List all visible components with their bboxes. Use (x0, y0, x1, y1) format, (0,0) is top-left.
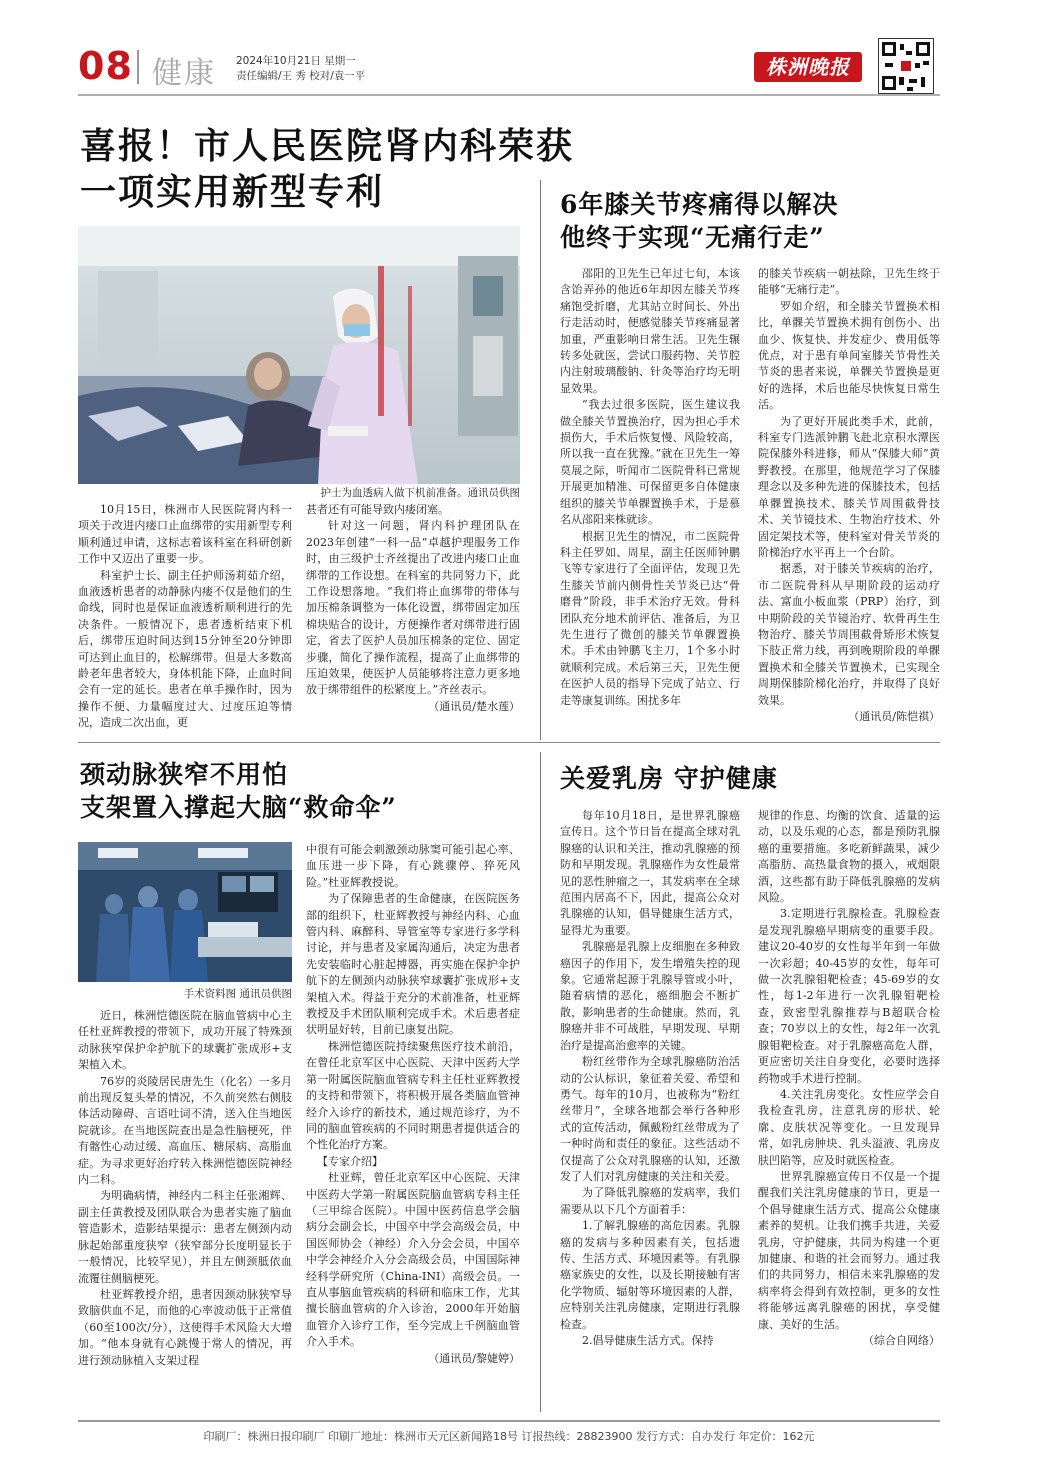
article3-byline: （通讯员/黎婕婷） (428, 1351, 520, 1365)
article1-photo-caption: 护士为血透病人做下机前准备。通讯员供图 (320, 487, 520, 499)
issue-date: 2024年10月21日 星期一 (236, 55, 356, 67)
article1-photo (78, 226, 520, 484)
article2-title (560, 188, 940, 254)
article4-col1 (560, 808, 740, 1349)
article1-col1 (78, 502, 292, 732)
newspaper-logo: 株洲晚报 (754, 52, 862, 82)
paragraph: 杜亚辉，曾任北京军区中心医院、天津中医药大学第一附属医院脑血管病专科主任（三甲综合医院）。中国中医药信息学会脑病分会副会长，中国卒中学会高级会员，中国医师协会（神经）介入分会会员，中国卒中学会神经介入分会高级会员，中国国际神经科学研究所（China-INI）高级会员。一直从事脑血管疾病的科研和临床工作，尤其擅长脑血管病的介入诊治，2000年开始脑血管介入诊疗工作，至今完成上千例脑血管介入手术。 (306, 1171, 520, 1349)
paragraph: “我去过很多医院，医生建议我做全膝关节置换治疗，因为担心手术损伤大，手术后恢复慢、风险较高，所以我一直在犹豫。”就在卫先生一筹莫展之际，听闻市二医院骨科已常规开展更加精准、可保留更多自体健康组织的膝关节单髁置换手术，于是慕名从邵阳来株就诊。 (560, 398, 740, 527)
paragraph: 杜亚辉教授介绍，患者因颈动脉狭窄导致脑供血不足，而他的心率波动低于正常值（60至100次/分），这使得手术风险大大增加。“他本身就有心跳慢于常人的情况，再进行颈动脉植入支架过程 (78, 1287, 292, 1367)
expert-intro-heading: 【专家介绍】 (317, 1154, 383, 1168)
paragraph: 1.了解乳腺癌的高危因素。乳腺癌的发病与多种因素有关，包括遗传、生活方式、环境因素等。有乳腺癌家族史的女性，以及长期接触有害化学物质、辐射等环境因素的人群，应特别关注乳房健康，定期进行乳腺检查。 (560, 1219, 740, 1331)
article3-title (80, 758, 520, 824)
paragraph: 甚者还有可能导致内瘘闭塞。 (306, 503, 449, 516)
article3-col1 (78, 1008, 292, 1369)
page-footer: 印刷厂：株洲日报印刷厂 印刷厂地址：株洲市天元区新闻路18号 订报热线：28823900 发行方式：自办发行 年定价：162元 (78, 1420, 940, 1444)
paragraph: 每年10月18日，是世界乳腺癌宣传日。这个节日旨在提高全球对乳腺癌的认识和关注，推动乳腺癌的预防和早期发现。乳腺癌作为女性最常见的恶性肿瘤之一，其发病率在全球范围内居高不下，因此，提高公众对乳腺癌的认知，倡导健康生活方式，显得尤为重要。 (560, 809, 740, 937)
column-divider (540, 180, 541, 740)
article1-byline: （通讯员/楚水莲） (428, 699, 520, 713)
paragraph: 邵阳的卫先生已年过七旬，本该含饴弄孙的他近6年却因左膝关节疼痛饱受折磨，尤其站立时间长、外出行走活动时，便感觉膝关节疼痛显著加重，严重影响日常生活。卫先生辗转多处就医，尝试口服药物、关节腔内注射玻璃酸钠、针灸等治疗均无明显效果。 (560, 267, 740, 395)
paragraph: 76岁的炎陵居民唐先生（化名）一多月前出现反复头晕的情况，不久前突然右侧肢体活动障碍、言语吐词不清，送入住当地医院就诊。在当地医院查出是急性脑梗死，伴有髂性心动过缓、高血压、糖尿病、高脂血症。为寻求更好治疗转入株洲恺德医院神经内二科。 (78, 1074, 292, 1187)
article1-title-line2: 一项实用新型专利 (80, 172, 385, 213)
article1-col2 (306, 502, 520, 715)
paragraph: 据悉，对于膝关节疾病的治疗，市二医院骨科从早期阶段的运动疗法、富血小板血浆（PRP）治疗，到中期阶段的关节镜治疗、软骨再生生物治疗、膝关节周围截骨矫形术恢复下肢正常力线，再到晚期阶段的单髁置换术和全膝关节置换术，已实现全周期保膝阶梯化治疗，并取得了良好效果。 (758, 562, 940, 707)
article2-col2 (758, 266, 940, 725)
page-number: 08 (78, 44, 133, 88)
paragraph: 乳腺癌是乳腺上皮细胞在多种致癌因子的作用下，发生增殖失控的现象。它通常起源于乳腺导管或小叶，随着病情的恶化，癌细胞会不断扩散，影响患者的生命健康。然而，乳腺癌并非不可战胜，早期发现、早期治疗是提高治愈率的关键。 (560, 940, 740, 1052)
paragraph: 针对这一问题，肾内科护理团队在2023年创建“一科一品”卓越护理服务工作时，由三级护士齐丝提出了改进内瘘口止血绑带的工作设想。在科室的共同努力下，此工作设想落地。“我们将止血绑带的带体与加压棉条调整为一体化设置，绑带固定加压棉块贴合的设计，方便操作者对绑带进行固定，省去了医护人员加压棉条的定位、固定步骤，简化了操作流程，提高了止血绑带的压迫效果，使医护人员能够将注意力更多地放于绑带组件的松紧度上。”齐丝表示。 (306, 519, 520, 697)
article1-title (80, 124, 600, 216)
paragraph: 根据卫先生的情况，市二医院骨科主任罗如、周星，副主任医师钟鹏飞等专家进行了全面评估，发现卫先生膝关节前内侧骨性关节炎已达“骨磨骨”阶段，非手术治疗无效。骨科团队充分地术前评估、准备后，为卫先生进行了微创的膝关节单髁置换术。手术由钟鹏飞主刀，1个多小时就顺利完成。术后第三天，卫先生便在医护人员的指导下完成了站立、行走等康复训练。困扰多年 (560, 529, 740, 707)
article4-title: 关爱乳房 守护健康 (560, 764, 778, 793)
paragraph: 世界乳腺癌宣传日不仅是一个提醒我们关注乳房健康的节日，更是一个倡导健康生活方式、提高公众健康素养的契机。让我们携手共进，关爱乳房，守护健康，共同为构建一个更加健康、和谐的社会而努力。通过我们的共同努力，相信未来乳腺癌的发病率将会得到有效控制，更多的女性将能够远离乳腺癌的困扰，享受健康、美好的生活。 (758, 1169, 940, 1331)
paragraph: 近日，株洲恺德医院在脑血管病中心主任杜亚辉教授的带领下，成功开展了特殊颈动脉狭窄保护伞护航下的球囊扩张成形+支架植入术。 (78, 1009, 292, 1072)
article4-byline: （综合自网络） (863, 1334, 940, 1347)
paragraph: 粉红丝带作为全球乳腺癌防治活动的公认标识，象征着关爱、希望和勇气。每年的10月，也被称为“粉红丝带月”，全球各地都会举行各种形式的宣传活动，佩戴粉红丝带成为了一种时尚和责任的象征。这些活动不仅提高了公众对乳腺癌的认知，还激发了人们对乳房健康的关注和关爱。 (560, 1055, 740, 1183)
header-rule (78, 94, 940, 96)
header-meta (236, 54, 365, 84)
paragraph: 2.倡导健康生活方式。保持 (582, 1334, 714, 1347)
article3-photo-caption: 手术资料图 通讯员供图 (183, 988, 292, 1000)
paragraph: 为了降低乳腺癌的发病率，我们需要从以下几个方面着手： (560, 1186, 740, 1216)
paragraph: 的膝关节疾病一朝祛除，卫先生终于能够“无痛行走”。 (758, 267, 940, 297)
paragraph: 科室护士长、副主任护师汤莉茹介绍，血液透析患者的动静脉内瘘不仅是他们的生命线，同时也是保证血液透析顺利进行的先决条件。一般情况下，患者透析结束下机后，绑带压迫时间达到15分钟至20分钟即可达到止血目的，松解绑带。但是大多数高龄老年患者较大，身体机能下降，止血时间会有一定的延长。患者在单手操作时，因为操作不便、力量幅度过大、过度压迫等情况，造成二次出血，更 (78, 568, 292, 730)
paragraph: 为了保障患者的生命健康，在医院医务部的组织下，杜亚辉教授与神经内科、心血管内科、麻醉科、导管室等专家进行多学科讨论，并与患者及家属沟通后，决定为患者先安装临时心脏起搏器，再实施在保护伞护航下的左侧颈内动脉狭窄球囊扩张成形+支架植入术。得益于充分的术前准备，杜亚辉教授及手术团队顺利完成手术。术后患者症状明显好转，目前已康复出院。 (306, 892, 520, 1037)
section-title: 健康 (152, 56, 216, 91)
article1-title-line1: 喜报！市人民医院肾内科荣获 (80, 126, 575, 167)
article2-title-line2: 他终于实现“无痛行走” (560, 223, 825, 252)
paragraph: 4.关注乳房变化。女性应学会自我检查乳房，注意乳房的形状、轮廓、皮肤状况等变化。一旦发现异常，如乳房肿块、乳头溢液、乳房皮肤凹陷等，应及时就医检查。 (758, 1087, 940, 1167)
qr-code-icon (878, 38, 934, 94)
paragraph: 为明确病情，神经内二科主任张湘辉、副主任黄教授及团队联合为患者实施了脑血管造影术，造影结果提示：患者左侧颈内动脉起始部重度狭窄（狭窄部分长度明显长于一般情况，比较罕见），并且左侧颈胝依血流覆往侧脑梗死。 (78, 1189, 292, 1285)
paragraph: 规律的作息、均衡的饮食、适量的运动，以及乐观的心态，都是预防乳腺癌的重要措施。多吃新鲜蔬果，减少高脂肪、高热量食物的摄入，戒烟限酒，这些都有助于降低乳腺癌的发病风险。 (758, 809, 940, 905)
paragraph: 罗如介绍，和全膝关节置换术相比，单髁关节置换术拥有创伤小、出血少、恢复快、并发症少、费用低等优点，对于患有单间室膝关节骨性关节炎的患者来说，单髁关节置换是更好的选择，术后也能尽快恢复日常生活。 (758, 299, 940, 412)
paragraph: 为了更好开展此类手术，此前，科室专门选派钟鹏飞赴北京积水潭医院保膝外科进修，师从“保膝大师”黄野教授。在那里，他规范学习了保膝理念以及多种先进的保膝技术，包括单髁置换技术、膝关节周围截骨技术、关节镜技术、生物治疗技术、外固定架技术等，使科室对骨关节炎的阶梯治疗水平再上一个台阶。 (758, 414, 940, 559)
article2-byline: （通讯员/陈恺祺） (848, 709, 940, 723)
article3-title-line1: 颈动脉狭窄不用怕 (80, 760, 289, 789)
paragraph: 10月15日，株洲市人民医院肾内科一项关于改进内瘘口止血绑带的实用新型专利顺利通过申请，这标志着该科室在科研创新工作中又迈出了重要一步。 (78, 503, 292, 566)
article2-title-line1: 6年膝关节疼痛得以解决 (560, 190, 839, 219)
section-divider (78, 742, 940, 743)
article4-col2 (758, 808, 940, 1349)
paragraph: 中很有可能会刺激颈动脉窦可能引起心率、血压进一步下降，有心跳骤停、猝死风险。”杜亚辉教授说。 (306, 843, 520, 889)
article3-title-line2: 支架置入撑起大脑“救命伞” (80, 793, 397, 822)
paragraph: 株洲恺德医院持续聚焦医疗技术前沿，在曾任北京军区中心医院、天津中医药大学第一附属医院脑血管病专科主任杜亚辉教授的支持和带领下，将积极开展各类脑血管神经介入诊疗的新技术，通过规范诊疗，为不同的脑血管疾病的不同时期患者提供适合的个性化治疗方案。 (306, 1039, 520, 1152)
header-divider (137, 50, 139, 84)
column-divider (540, 752, 541, 1412)
article3-col2 (306, 842, 520, 1367)
editor-credits: 责任编辑/王 秀 校对/袁一平 (236, 70, 366, 82)
article3-photo (78, 842, 292, 982)
article2-col1 (560, 266, 740, 709)
paragraph: 3.定期进行乳腺检查。乳腺检查是发现乳腺癌早期病变的重要手段。建议20-40岁的女性每半年到一年做一次彩超；40-45岁的女性，每年可做一次乳腺钼靶检查；45-69岁的女性，每1-2年进行一次乳腺钼靶检查，致密型乳腺推荐与B超联合检查；70岁以上的女性，每2年一次乳腺钼靶检查。对于乳腺癌高危人群，更应密切关注自身变化，必要时选择药物或手术进行控制。 (758, 907, 940, 1085)
